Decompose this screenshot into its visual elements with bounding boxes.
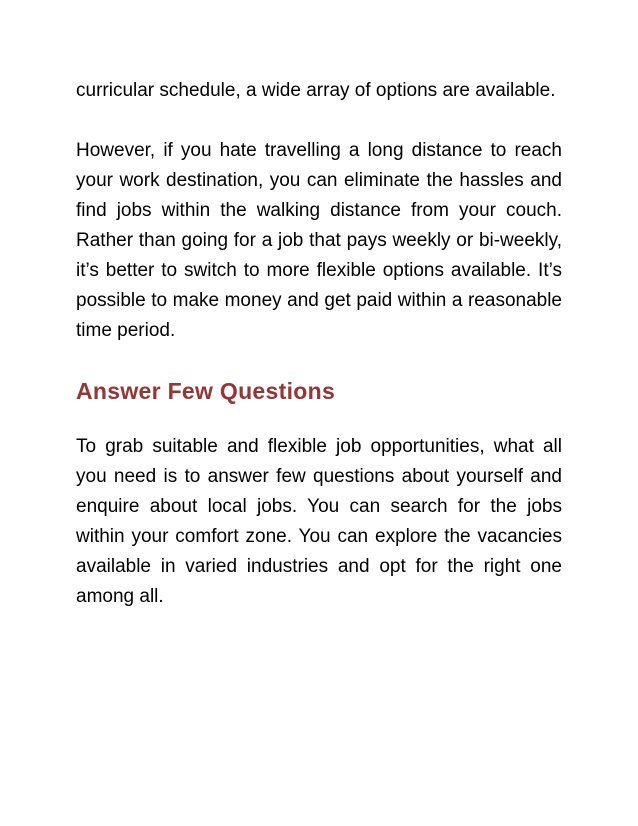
paragraph-answer-questions: To grab suitable and flexible job opportunities, what all you need is to answer few questions about yourself and enquire about local jobs. You can search for the jobs within your comfort zone. You can explore the vacancies available in varied industries and opt for the right one among all.	[76, 436, 562, 607]
paragraph-travel-distance: However, if you hate travelling a long distance to reach your work destination, you can eliminate the hassles and find jobs within the walking distance from your couch. Rather than going for a job that pays weekly or bi-weekly, it’s better to switch to more flexible options available. It’s possible to make money and get paid within a reasonable time period.	[76, 140, 562, 341]
paragraph-curricular-schedule: curricular schedule, a wide array of options are available.	[76, 80, 556, 101]
section-heading: Answer Few Questions	[76, 378, 336, 404]
document-page	[76, 76, 562, 612]
